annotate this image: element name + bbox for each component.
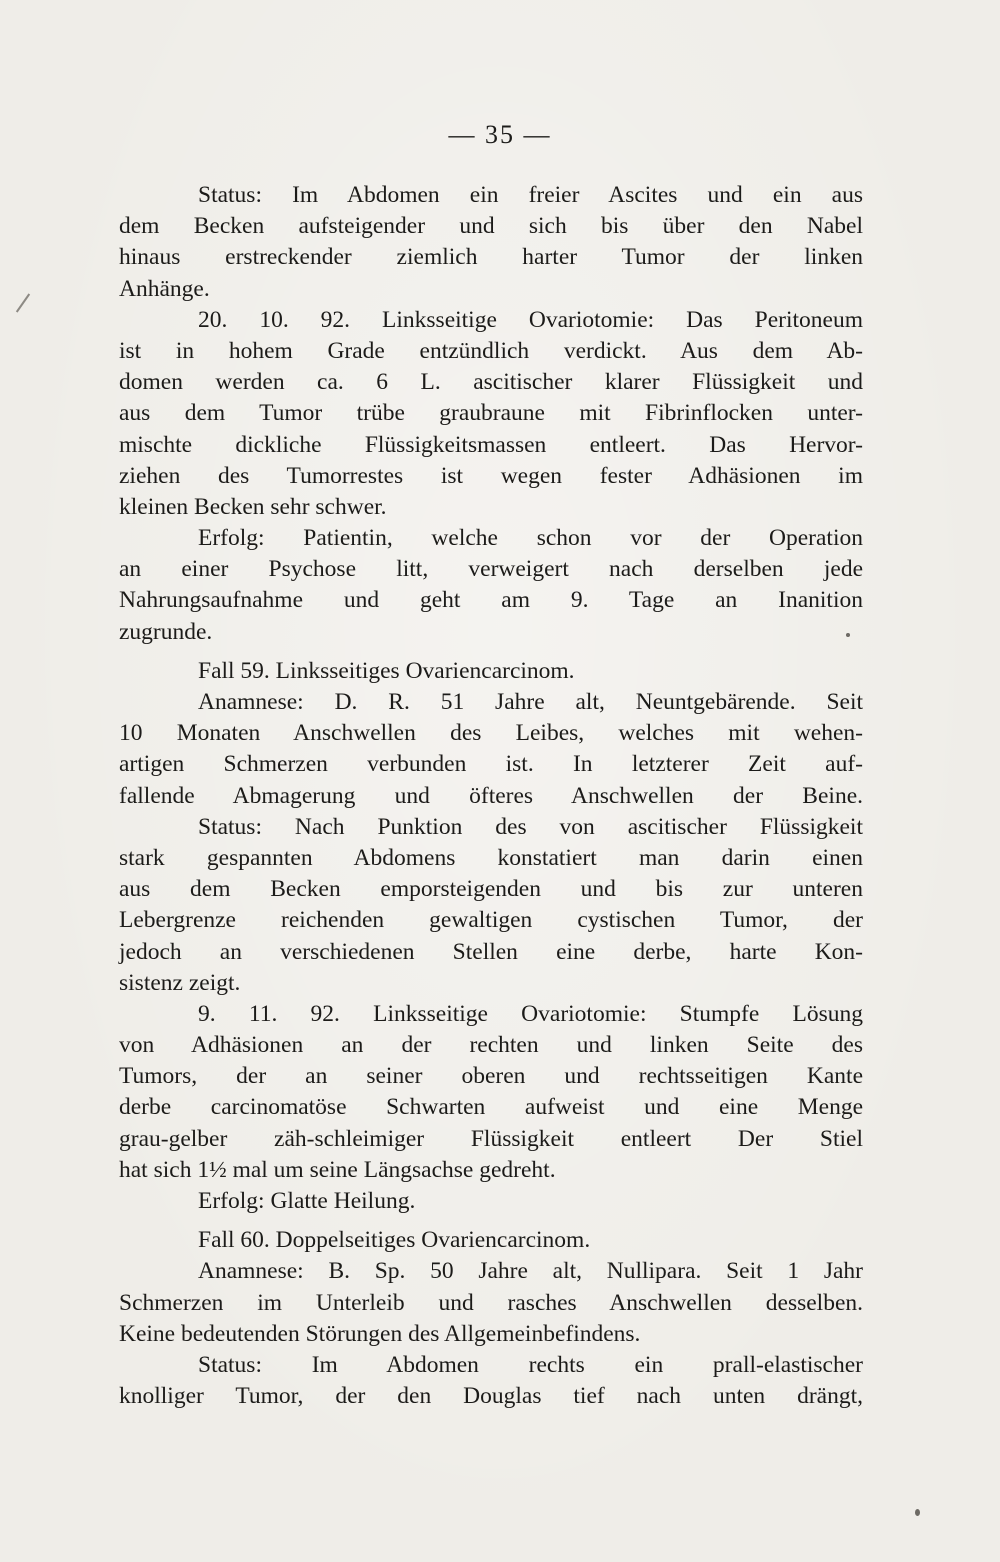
section-gap bbox=[119, 648, 863, 656]
text-line: 10 Monaten Anschwellen des Leibes, welches mit wehen- bbox=[119, 720, 863, 747]
page-number: — 35 — bbox=[448, 120, 552, 149]
text-line: knolliger Tumor, der den Douglas tief nach unten drängt, bbox=[119, 1383, 863, 1410]
text-line: Nahrungsaufnahme und geht am 9. Tage an Inanition bbox=[119, 587, 863, 614]
text-line: Status: Im Abdomen ein freier Ascites und ein aus bbox=[198, 182, 863, 208]
text-line: Status: Im Abdomen rechts ein prall-elastischer bbox=[198, 1351, 863, 1378]
text-line: Anhänge. bbox=[119, 275, 210, 302]
text-line: sistenz zeigt. bbox=[119, 969, 241, 996]
body-text bbox=[119, 180, 863, 1412]
text-line: Anamnese: B. Sp. 50 Jahre alt, Nullipara. Seit 1 Jahr bbox=[198, 1258, 863, 1285]
text-line: von Adhäsionen an der rechten und linken Seite des bbox=[119, 1032, 863, 1059]
text-line: aus dem Tumor trübe graubraune mit Fibrinflocken unter- bbox=[119, 400, 863, 427]
text-line: zugrunde. bbox=[119, 618, 213, 645]
text-line: hinaus erstreckender ziemlich harter Tumor der linken bbox=[119, 244, 863, 271]
text-line: stark gespannten Abdomens konstatiert man darin einen bbox=[119, 844, 863, 871]
ink-speck bbox=[846, 633, 850, 637]
text-line: Anamnese: D. R. 51 Jahre alt, Neuntgebärende. Seit bbox=[198, 689, 863, 715]
text-line: Status: Nach Punktion des von ascitischer Flüssigkeit bbox=[198, 813, 863, 840]
text-line: artigen Schmerzen verbunden ist. In letzterer Zeit auf- bbox=[119, 751, 863, 778]
section-gap bbox=[119, 1217, 863, 1225]
text-line: mischte dickliche Flüssigkeitsmassen entleert. Das Hervor- bbox=[119, 431, 863, 458]
text-line: ziehen des Tumorrestes ist wegen fester Adhäsionen im bbox=[119, 462, 863, 489]
stray-pencil-mark bbox=[16, 293, 30, 312]
text-line: kleinen Becken sehr schwer. bbox=[119, 493, 387, 520]
text-line: hat sich 1½ mal um seine Längsachse gedreht. bbox=[119, 1156, 556, 1183]
text-line: dem Becken aufsteigender und sich bis über den Nabel bbox=[119, 213, 863, 240]
text-line: Schmerzen im Unterleib und rasches Anschwellen desselben. bbox=[119, 1289, 863, 1316]
text-line: 9. 11. 92. Linksseitige Ovariotomie: Stumpfe Lösung bbox=[198, 1000, 863, 1027]
text-line: 20. 10. 92. Linksseitige Ovariotomie: Das Peritoneum bbox=[198, 306, 863, 333]
text-line: grau-gelber zäh-schleimiger Flüssigkeit entleert Der Stiel bbox=[119, 1125, 863, 1152]
text-line: Lebergrenze reichenden gewaltigen cystischen Tumor, der bbox=[119, 907, 863, 934]
text-line: Keine bedeutenden Störungen des Allgemeinbefindens. bbox=[119, 1320, 641, 1347]
text-line: an einer Psychose litt, verweigert nach derselben jede bbox=[119, 556, 863, 583]
text-line: domen werden ca. 6 L. ascitischer klarer Flüssigkeit und bbox=[119, 369, 863, 396]
text-line: Erfolg: Glatte Heilung. bbox=[198, 1188, 416, 1214]
text-line: Tumors, der an seiner oberen und rechtsseitigen Kante bbox=[119, 1063, 863, 1090]
ink-speck bbox=[915, 1509, 920, 1516]
text-line: ist in hohem Grade entzündlich verdickt. Aus dem Ab- bbox=[119, 337, 863, 364]
text-line: derbe carcinomatöse Schwarten aufweist und eine Menge bbox=[119, 1094, 863, 1121]
case-heading: Fall 60. Doppelseitiges Ovariencarcinom. bbox=[198, 1227, 591, 1254]
text-line: aus dem Becken emporsteigenden und bis zur unteren bbox=[119, 876, 863, 903]
case-heading: Fall 59. Linksseitiges Ovariencarcinom. bbox=[198, 657, 575, 684]
text-line: fallende Abmagerung und öfteres Anschwellen der Beine. bbox=[119, 782, 863, 809]
text-line: Erfolg: Patientin, welche schon vor der Operation bbox=[198, 525, 863, 552]
text-line: jedoch an verschiedenen Stellen eine derbe, harte Kon- bbox=[119, 938, 863, 965]
